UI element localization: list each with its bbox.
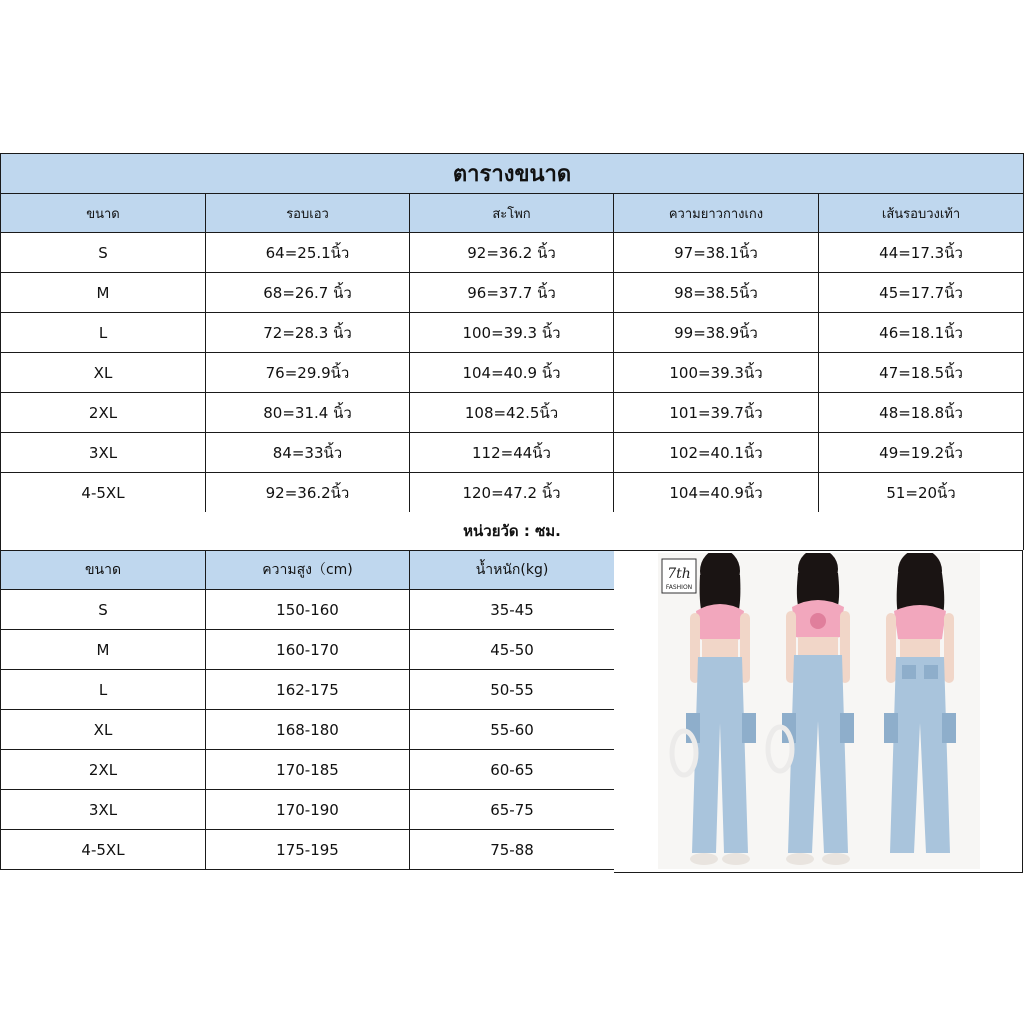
table-cell: 98=38.5นิ้ว <box>614 273 819 313</box>
table-cell: 170-190 <box>206 790 410 830</box>
table-cell: S <box>1 233 206 273</box>
table-cell: 72=28.3 นิ้ว <box>206 313 410 353</box>
table-row <box>1 313 1024 353</box>
table-cell: XL <box>1 710 206 750</box>
table-cell: 2XL <box>1 750 206 790</box>
table-cell: M <box>1 630 206 670</box>
table-cell: 84=33นิ้ว <box>206 433 410 473</box>
table-row <box>1 750 615 790</box>
table-cell: 104=40.9นิ้ว <box>614 473 819 513</box>
table-cell: 92=36.2 นิ้ว <box>410 233 614 273</box>
table-cell: 48=18.8นิ้ว <box>819 393 1024 433</box>
table-cell: XL <box>1 353 206 393</box>
table-row <box>1 630 615 670</box>
header-waist: รอบเอว <box>206 194 410 233</box>
table-cell: S <box>1 590 206 630</box>
size-chart-header-row <box>1 194 1024 233</box>
table-cell: 160-170 <box>206 630 410 670</box>
table-cell: L <box>1 313 206 353</box>
table-cell: 100=39.3นิ้ว <box>614 353 819 393</box>
size-chart-sheet <box>0 153 1023 872</box>
fit-guide-table <box>0 550 615 870</box>
table-cell: 3XL <box>1 790 206 830</box>
table-cell: 76=29.9นิ้ว <box>206 353 410 393</box>
table-cell: 75-88 <box>410 830 615 870</box>
model-photo-illustration <box>658 553 980 869</box>
table-cell: 49=19.2นิ้ว <box>819 433 1024 473</box>
table-row <box>1 393 1024 433</box>
table-row <box>1 790 615 830</box>
table-row <box>1 473 1024 513</box>
table-cell: 2XL <box>1 393 206 433</box>
table-row <box>1 670 615 710</box>
table-cell: 65-75 <box>410 790 615 830</box>
table-cell: 162-175 <box>206 670 410 710</box>
table-cell: 60-65 <box>410 750 615 790</box>
unit-note: หน่วยวัด : ซม. <box>0 512 1024 550</box>
table-cell: 35-45 <box>410 590 615 630</box>
table-cell: 44=17.3นิ้ว <box>819 233 1024 273</box>
table-cell: 99=38.9นิ้ว <box>614 313 819 353</box>
table-row <box>1 353 1024 393</box>
table-cell: 168-180 <box>206 710 410 750</box>
table-cell: 55-60 <box>410 710 615 750</box>
table-cell: 80=31.4 นิ้ว <box>206 393 410 433</box>
size-measurement-table <box>0 153 1024 513</box>
product-photo <box>614 550 1023 873</box>
table-cell: 4-5XL <box>1 830 206 870</box>
table-cell: 45-50 <box>410 630 615 670</box>
header-leg-opening: เส้นรอบวงเท้า <box>819 194 1024 233</box>
table-cell: 104=40.9 นิ้ว <box>410 353 614 393</box>
table-cell: 46=18.1นิ้ว <box>819 313 1024 353</box>
table-row <box>1 830 615 870</box>
table-cell: 170-185 <box>206 750 410 790</box>
table-cell: 51=20นิ้ว <box>819 473 1024 513</box>
header-pants-length: ความยาวกางเกง <box>614 194 819 233</box>
size-chart-title: ตารางขนาด <box>1 154 1024 194</box>
table-row <box>1 233 1024 273</box>
brand-logo-text: 7th <box>667 566 691 582</box>
table-cell: 50-55 <box>410 670 615 710</box>
table-cell: 68=26.7 นิ้ว <box>206 273 410 313</box>
table-row <box>1 590 615 630</box>
table-cell: 108=42.5นิ้ว <box>410 393 614 433</box>
fit-chart-header-row <box>1 551 615 590</box>
brand-logo <box>662 559 696 593</box>
header-hip: สะโพก <box>410 194 614 233</box>
table-cell: 112=44นิ้ว <box>410 433 614 473</box>
header-size: ขนาด <box>1 551 206 590</box>
table-cell: 102=40.1นิ้ว <box>614 433 819 473</box>
table-cell: 3XL <box>1 433 206 473</box>
table-row <box>1 710 615 750</box>
table-cell: 101=39.7นิ้ว <box>614 393 819 433</box>
table-cell: 97=38.1นิ้ว <box>614 233 819 273</box>
table-cell: 92=36.2นิ้ว <box>206 473 410 513</box>
table-cell: 120=47.2 นิ้ว <box>410 473 614 513</box>
table-cell: M <box>1 273 206 313</box>
table-cell: 47=18.5นิ้ว <box>819 353 1024 393</box>
table-cell: L <box>1 670 206 710</box>
table-row <box>1 433 1024 473</box>
table-cell: 150-160 <box>206 590 410 630</box>
table-cell: 4-5XL <box>1 473 206 513</box>
header-height: ความสูง（cm) <box>206 551 410 590</box>
table-cell: 175-195 <box>206 830 410 870</box>
header-weight: น้ำหนัก(kg) <box>410 551 615 590</box>
table-row <box>1 273 1024 313</box>
table-cell: 64=25.1นิ้ว <box>206 233 410 273</box>
table-cell: 96=37.7 นิ้ว <box>410 273 614 313</box>
header-size: ขนาด <box>1 194 206 233</box>
brand-logo-sub: FASHION <box>665 584 693 591</box>
table-cell: 100=39.3 นิ้ว <box>410 313 614 353</box>
table-cell: 45=17.7นิ้ว <box>819 273 1024 313</box>
